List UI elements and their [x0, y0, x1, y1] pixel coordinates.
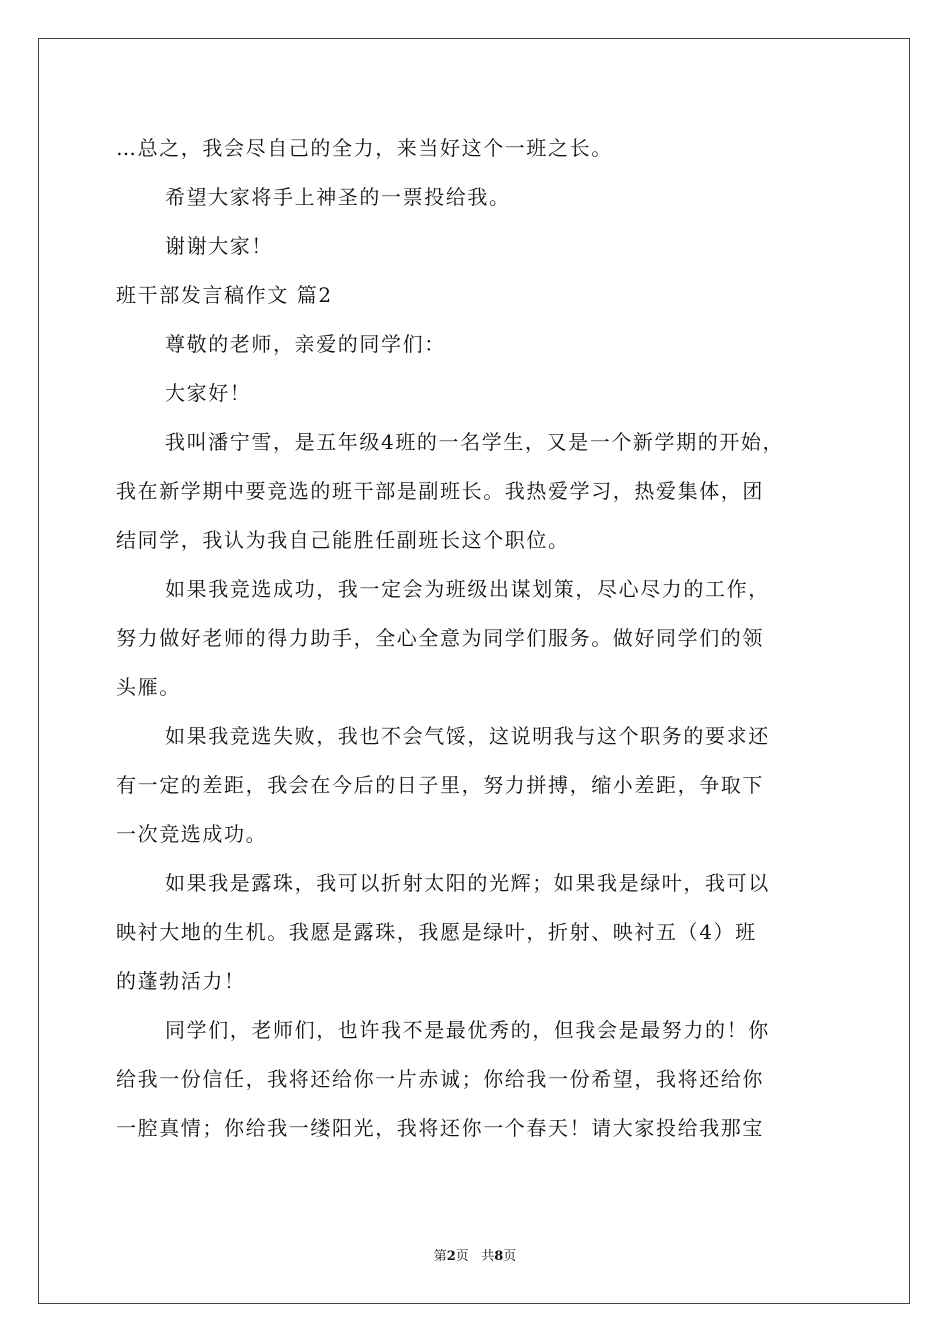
page-footer	[0, 1248, 950, 1266]
footer-prefix: 第	[433, 1249, 447, 1264]
text-line: 我叫潘宁雪，是五年级4班的一名学生，又是一个新学期的开始，	[165, 430, 785, 454]
text-line: 头雁。	[116, 675, 181, 699]
total-pages-number: 8	[494, 1249, 504, 1264]
text-line: 尊敬的老师，亲爱的同学们：	[165, 332, 446, 356]
current-page-number: 2	[446, 1249, 456, 1264]
text-line: 如果我是露珠，我可以折射太阳的光辉；如果我是绿叶，我可以	[165, 871, 770, 895]
text-line: 有一定的差距，我会在今后的日子里，努力拼搏，缩小差距，争取下	[116, 773, 764, 797]
document-body	[116, 124, 836, 1153]
text-line: 大家好！	[165, 381, 252, 405]
text-line: 结同学，我认为我自己能胜任副班长这个职位。	[116, 528, 570, 552]
text-line: 如果我竞选成功，我一定会为班级出谋划策，尽心尽力的工作，	[165, 577, 770, 601]
text-line: 同学们，老师们，也许我不是最优秀的，但我会是最努力的！你	[165, 1018, 770, 1042]
text-line: 一次竞选成功。	[116, 822, 268, 846]
text-line: 一腔真情；你给我一缕阳光，我将还你一个春天！请大家投给我那宝	[116, 1116, 764, 1140]
footer-total-prefix: 共	[481, 1249, 495, 1264]
text-line: 希望大家将手上神圣的一票投给我。	[165, 185, 511, 209]
text-line: 如果我竞选失败，我也不会气馁，这说明我与这个职务的要求还	[165, 724, 770, 748]
text-line: 给我一份信任，我将还给你一片赤诚；你给我一份希望，我将还给你	[116, 1067, 764, 1091]
section-heading: 班干部发言稿作文 篇2	[116, 283, 333, 307]
text-line: 努力做好老师的得力助手，全心全意为同学们服务。做好同学们的领	[116, 626, 764, 650]
text-line: 的蓬勃活力！	[116, 969, 246, 993]
text-line: …总之，我会尽自己的全力，来当好这个一班之长。	[116, 136, 613, 160]
text-line: 映衬大地的生机。我愿是露珠，我愿是绿叶，折射、映衬五（4）班	[116, 920, 757, 944]
text-line: 谢谢大家！	[165, 234, 273, 258]
text-line: 我在新学期中要竞选的班干部是副班长。我热爱学习，热爱集体，团	[116, 479, 764, 503]
footer-total-suffix: 页	[503, 1249, 517, 1264]
footer-page-suffix: 页	[455, 1249, 469, 1264]
